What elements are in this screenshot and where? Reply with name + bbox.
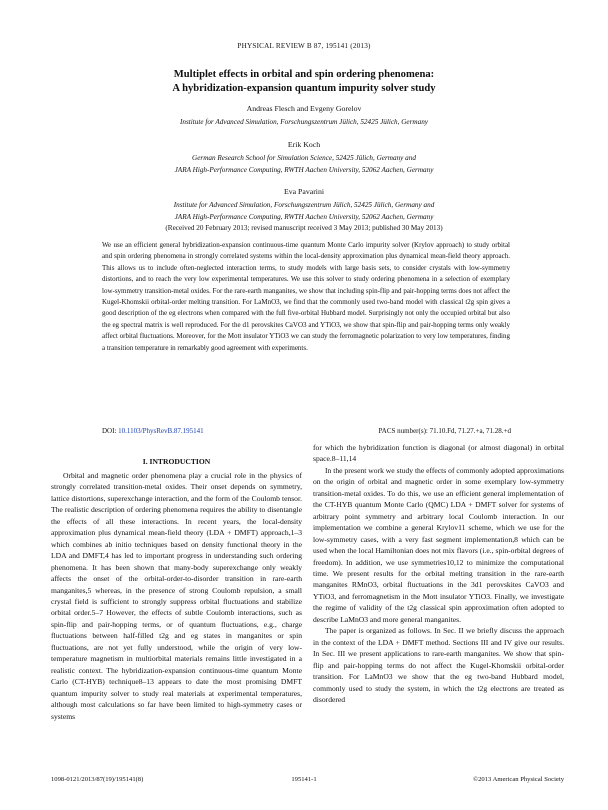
paragraph: Orbital and magnetic order phenomena play a crucial role in the physics of strongly correlated transition-metal oxides. Their onset depends on symmetry, lattice distortions, superexchange interaction, and the form of the Coulomb tensor. The realistic description of ordering phenomena requires the ability to disentangle the effects of all these interactions. In recent years, the local-density approximation plus dynamical mean-field theory (LDA + DMFT) approach,1–3 which combines ab initio techniques based on density functional theory in the LDA and DMFT,4 has led to important progress in understanding such ordering phenomena. It has been shown that many-body superexchange only weakly affects the onset of the orbital-order-to-disorder transition in rare-earth manganites,5 whereas, in the presence of strong Coulomb repulsion, a small crystal field is sufficient to strongly suppress orbital fluctuations and stabilize orbital order.5–7 However, the effects of subtle Coulomb interactions, such as spin-flip and pair-hopping terms, or of quantum fluctuations, e.g., charge fluctuations between half-filled t2g and eg states in manganites or spin fluctuations, are not yet fully understood, while the origin of very low-temperature magnetism in multiorbital materials remains little investigated in a realistic context. The hybridization-expansion continuous-time quantum Monte Carlo (CT-HYB) technique8–13 appears to date the most promising DMFT quantum impurity solver to study real materials at experimental temperatures, although most calculations so far have been limited to high-symmetry cases or systems — [51, 471, 302, 721]
journal-header: PHYSICAL REVIEW B 87, 195141 (2013) — [237, 42, 371, 50]
affiliation-1: Institute for Advanced Simulation, Forschungszentrum Jülich, 52425 Jülich, Germany — [179, 118, 428, 126]
left-column — [51, 470, 302, 722]
footer-issn: 1098-0121/2013/87(19)/195141(8) — [51, 776, 144, 783]
affiliation-2a: German Research School for Simulation Science, 52425 Jülich, Germany and — [192, 154, 416, 162]
abstract: We use an efficient general hybridization-expansion continuous-time quantum Monte Carlo impurity solver (Krylov approach) to study orbital and spin ordering phenomena in strongly correlated systems within the local-density approximation plus dynamical mean-field theory approach. This allows us to include often-neglected interaction terms, to study models with large basis sets, to consider crystals with low-symmetry distortions, and to reach the very low experimental temperatures. We use this solver to study ordering phenomena in a selection of exemplary low-symmetry transition-metal oxides. For the rare-earth manganites, we show that including spin-flip and pair-hopping terms does not affect the Kugel-Khomskii orbital-order melting transition. For LaMnO3, we find that the commonly used two-band model with classical t2g spin gives a good description of the eg electrons when compared with the full five-orbital Hubbard model. Surprisingly not only the occupied orbital but also the eg spectral matrix is well reproduced. For the d1 perovskites CaVO3 and YTiO3, we show that spin-flip and pair-hopping terms only weakly affect orbital fluctuations. Moreover, for the Mott insulator YTiO3 we can study the ferromagnetic polarization to very low temperatures, finding a transition temperature in remarkably good agreement with experiments. — [102, 241, 510, 352]
right-column — [313, 442, 564, 705]
pacs-numbers: PACS number(s): 71.10.Fd, 71.27.+a, 71.28.+d — [378, 427, 511, 435]
author-names-2: Erik Koch — [287, 140, 321, 149]
author-names-1: Andreas Flesch and Evgeny Gorelov — [246, 104, 362, 113]
section-heading: I. INTRODUCTION — [142, 457, 211, 466]
paragraph: The paper is organized as follows. In Sec. II we briefly discuss the approach in the context of the LDA + DMFT method. Sections III and IV give our results. In Sec. III we present applications to rare-earth manganites. We show that spin-flip and pair-hopping terms do not affect the Kugel-Khomskii orbital-order transition. For LaMnO3 we show that the eg two-band Hubbard model, commonly used to study the system, in which the t2g electrons are treated as disordered — [313, 626, 564, 704]
received-dates: (Received 20 February 2013; revised manuscript received 3 May 2013; published 30 May 2013) — [165, 224, 443, 232]
paragraph: for which the hybridization function is diagonal (or almost diagonal) in orbital space.8–11,14 — [313, 443, 564, 464]
affiliation-3a: Institute for Advanced Simulation, Forschungszentrum Jülich, 52425 Jülich, Germany and — [173, 201, 435, 209]
affiliation-3b: JARA High-Performance Computing, RWTH Aachen University, 52062 Aachen, Germany — [174, 213, 434, 221]
doi-link[interactable]: 10.1103/PhysRevB.87.195141 — [118, 427, 204, 435]
doi-label: DOI: — [102, 427, 117, 435]
footer-page-number: 195141-1 — [291, 776, 317, 783]
footer-copyright: ©2013 American Physical Society — [473, 776, 564, 783]
affiliation-2b: JARA High-Performance Computing, RWTH Aachen University, 52062 Aachen, Germany — [174, 166, 434, 174]
paragraph: In the present work we study the effects of commonly adopted approximations on the origin of orbital and magnetic order in some exemplary low-symmetry transition-metal oxides. To do this, we use an efficient general implementation of the CT-HYB quantum Monte Carlo (QMC) LDA + DMFT solver for systems of arbitrary point symmetry and arbitrary local Coulomb interaction. In our implementation we combine a general Krylov11 scheme, which we use for the low-symmetry cases, with a very fast segment implementation,8 which can be used when the local Hamiltonian does not mix flavors (i.e., spin-orbital degrees of freedom). In addition, we use symmetries10,12 to minimize the computational time. We present results for the orbital melting transition in the rare-earth manganites RMnO3, orbital fluctuations in the 3d1 perovskites CaVO3 and YTiO3, and ferromagnetism in the Mott insulator YTiO3. Finally, we investigate the regime of validity of the t2g classical spin approximation often adopted to describe LaMnO3 and more general manganites. — [313, 465, 564, 624]
title-line-2: A hybridization-expansion quantum impurity solver study — [172, 83, 436, 94]
title-line-1: Multiplet effects in orbital and spin ordering phenomena: — [173, 69, 435, 80]
paper-title — [40, 68, 568, 96]
author-names-3: Eva Pavarini — [283, 187, 325, 196]
doi-line — [102, 427, 204, 435]
